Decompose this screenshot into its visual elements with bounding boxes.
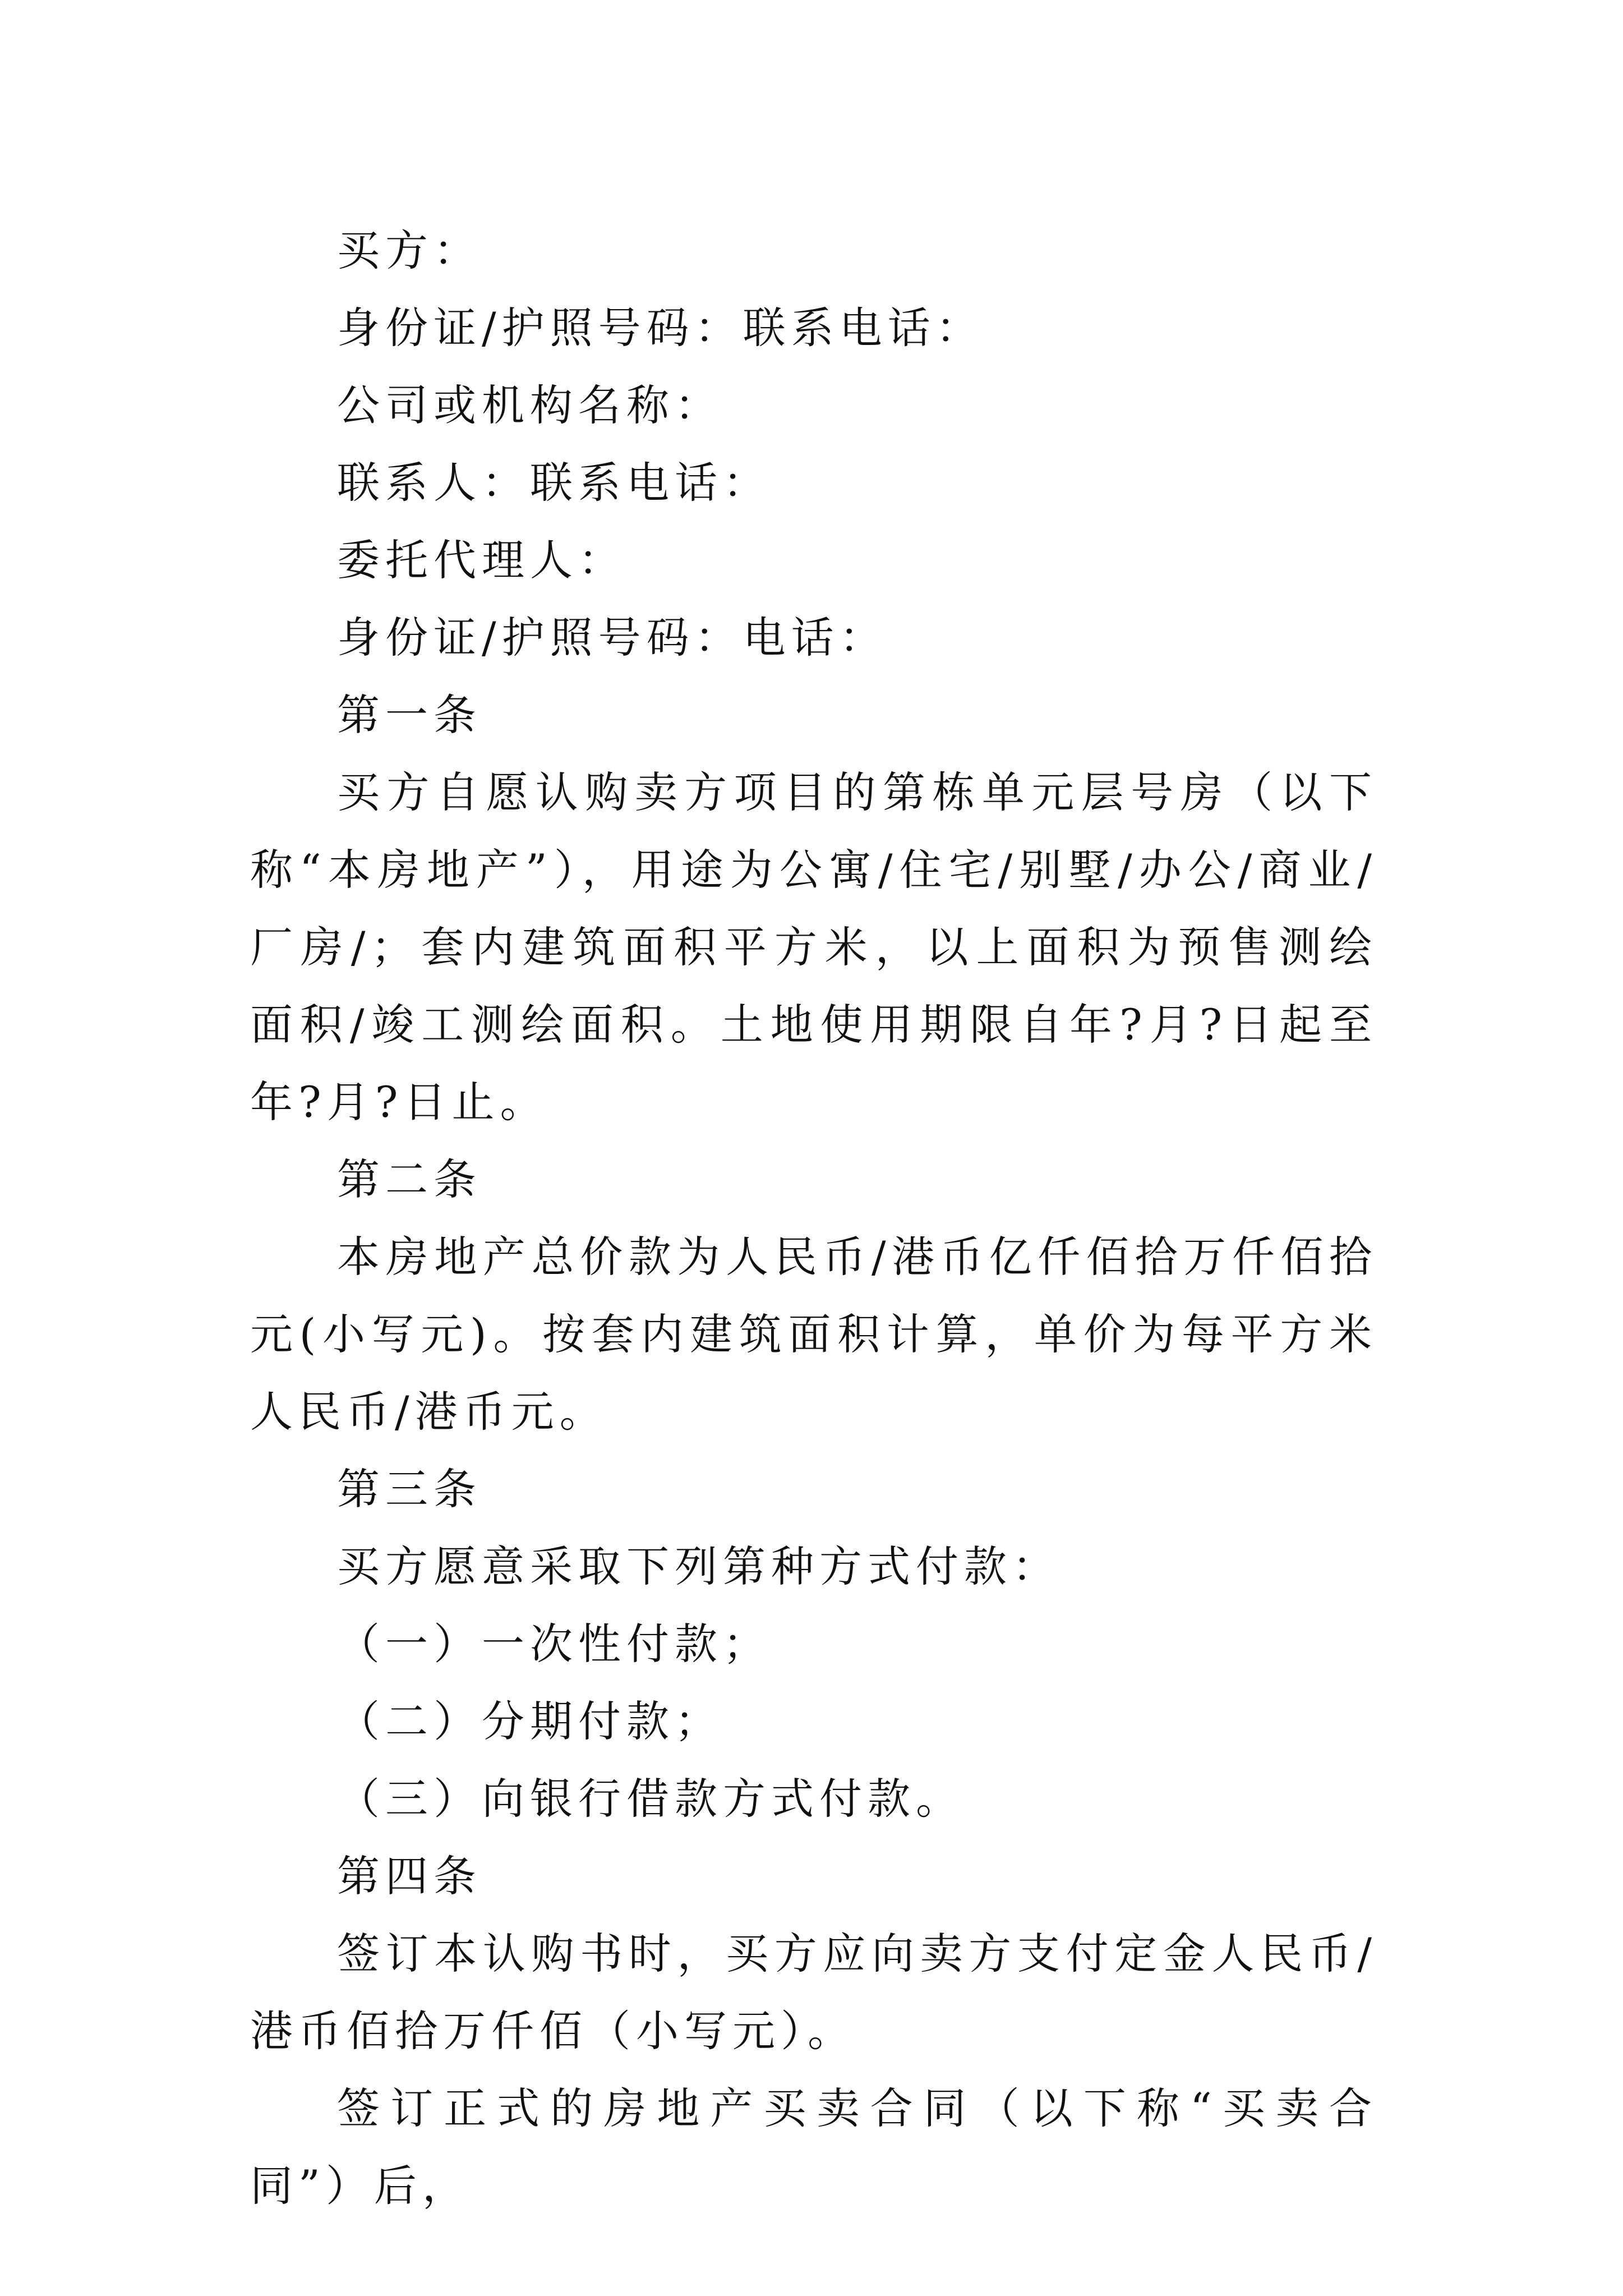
payment-option-1: （一）一次性付款； — [337, 1619, 771, 1669]
payment-option-2: （二）分期付款； — [337, 1696, 723, 1746]
agent-id-phone-label: 身份证/护照号码：电话： — [337, 613, 888, 662]
company-name-label: 公司或机构名称： — [337, 380, 723, 430]
article-2-body: 本房地产总价款为人民币/港币亿仟佰拾万仟佰拾元(小写元)。按套内建筑面积计算，单价为每平方米人民币/港币元。 — [250, 1232, 1377, 1437]
article-4-title: 第四条 — [337, 1851, 482, 1901]
contact-person-label: 联系人：联系电话： — [337, 458, 771, 508]
article-2-title: 第二条 — [337, 1154, 482, 1204]
article-1-title: 第一条 — [337, 690, 482, 740]
agent-label: 委托代理人： — [337, 535, 626, 585]
article-1-body: 买方自愿认购卖方项目的第栋单元层号房（以下称“本房地产”），用途为公寓/住宅/别墅/办公/商业/厂房/；套内建筑面积平方米，以上面积为预售测绘面积/竣工测绘面积。土地使用期限自年?月?日起至年?月?日止。 — [250, 767, 1377, 1127]
article-3-title: 第三条 — [337, 1464, 482, 1514]
article-4-next-paragraph: 签订正式的房地产买卖合同（以下称“买卖合同”）后， — [250, 2083, 1377, 2211]
buyer-label: 买方： — [337, 226, 482, 275]
article-4-body: 签订本认购书时，买方应向卖方支付定金人民币/港币佰拾万仟佰（小写元）。 — [250, 1929, 1377, 2056]
article-3-intro: 买方愿意采取下列第种方式付款： — [337, 1542, 1061, 1591]
payment-option-3: （三）向银行借款方式付款。 — [337, 1774, 964, 1824]
buyer-id-phone-label: 身份证/护照号码：联系电话： — [337, 303, 984, 353]
document-body — [250, 212, 1377, 2225]
